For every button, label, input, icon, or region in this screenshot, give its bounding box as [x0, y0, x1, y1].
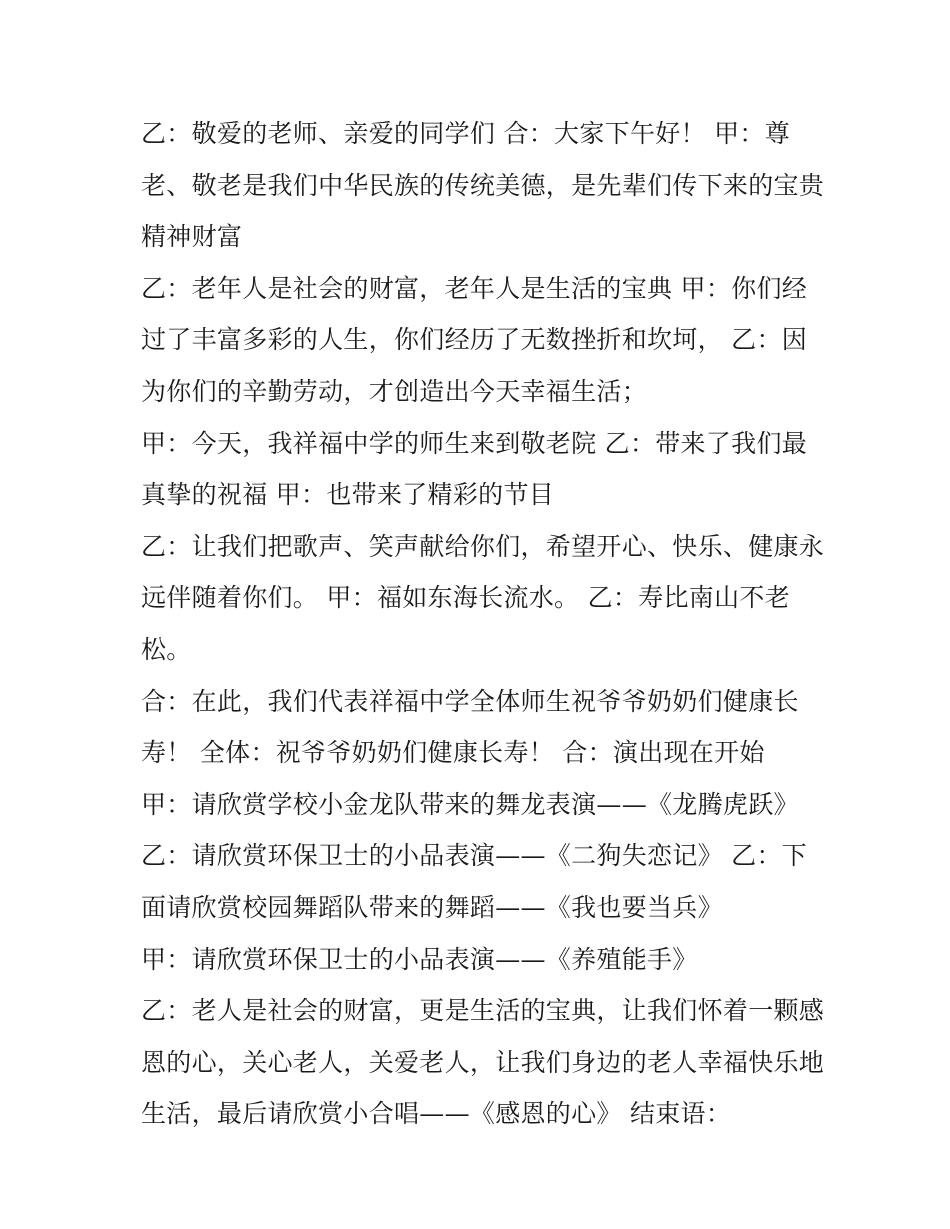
text-line: 为你们的辛勤劳动，才创造出今天幸福生活；	[141, 376, 648, 406]
text-line: 乙：敬爱的老师、亲爱的同学们 合：大家下午好！ 甲：尊	[141, 119, 790, 148]
text-line: 甲：请欣赏环保卫士的小品表演——《养殖能手》	[141, 944, 698, 974]
text-line: 远伴随着你们。 甲：福如东海长流水。 乙：寿比南山不老	[141, 583, 790, 613]
text-line: 乙：请欣赏环保卫士的小品表演——《二狗失恋记》 乙：下	[141, 841, 808, 871]
text-line: 寿！ 全体：祝爷爷奶奶们健康长寿！ 合：演出现在开始	[141, 738, 765, 768]
text-line: 过了丰富多彩的人生，你们经历了无数挫折和坎坷， 乙：因	[141, 325, 808, 355]
text-line: 生活，最后请欣赏小合唱——《感恩的心》 结束语：	[141, 1099, 732, 1129]
text-line: 精神财富	[141, 222, 243, 252]
text-line: 合：在此，我们代表祥福中学全体师生祝爷爷奶奶们健康长	[141, 686, 799, 716]
document-body	[141, 108, 825, 1140]
text-line: 老、敬老是我们中华民族的传统美德，是先辈们传下来的宝贵	[141, 170, 825, 200]
text-line: 恩的心，关心老人，关爱老人，让我们身边的老人幸福快乐地	[141, 1047, 825, 1077]
text-line: 松。	[141, 634, 192, 664]
text-line: 乙：让我们把歌声、笑声献给你们，希望开心、快乐、健康永	[141, 531, 825, 561]
text-line: 乙：老年人是社会的财富，老年人是生活的宝典 甲：你们经	[141, 273, 808, 303]
text-line: 甲：今天，我祥福中学的师生来到敬老院 乙：带来了我们最	[141, 428, 808, 458]
text-line: 甲：请欣赏学校小金龙队带来的舞龙表演——《龙腾虎跃》	[141, 789, 799, 819]
text-line: 真挚的祝福 甲：也带来了精彩的节目	[141, 480, 555, 510]
text-line: 乙：老人是社会的财富，更是生活的宝典，让我们怀着一颗感	[141, 996, 825, 1026]
text-line: 面请欣赏校园舞蹈队带来的舞蹈——《我也要当兵》	[141, 892, 723, 922]
